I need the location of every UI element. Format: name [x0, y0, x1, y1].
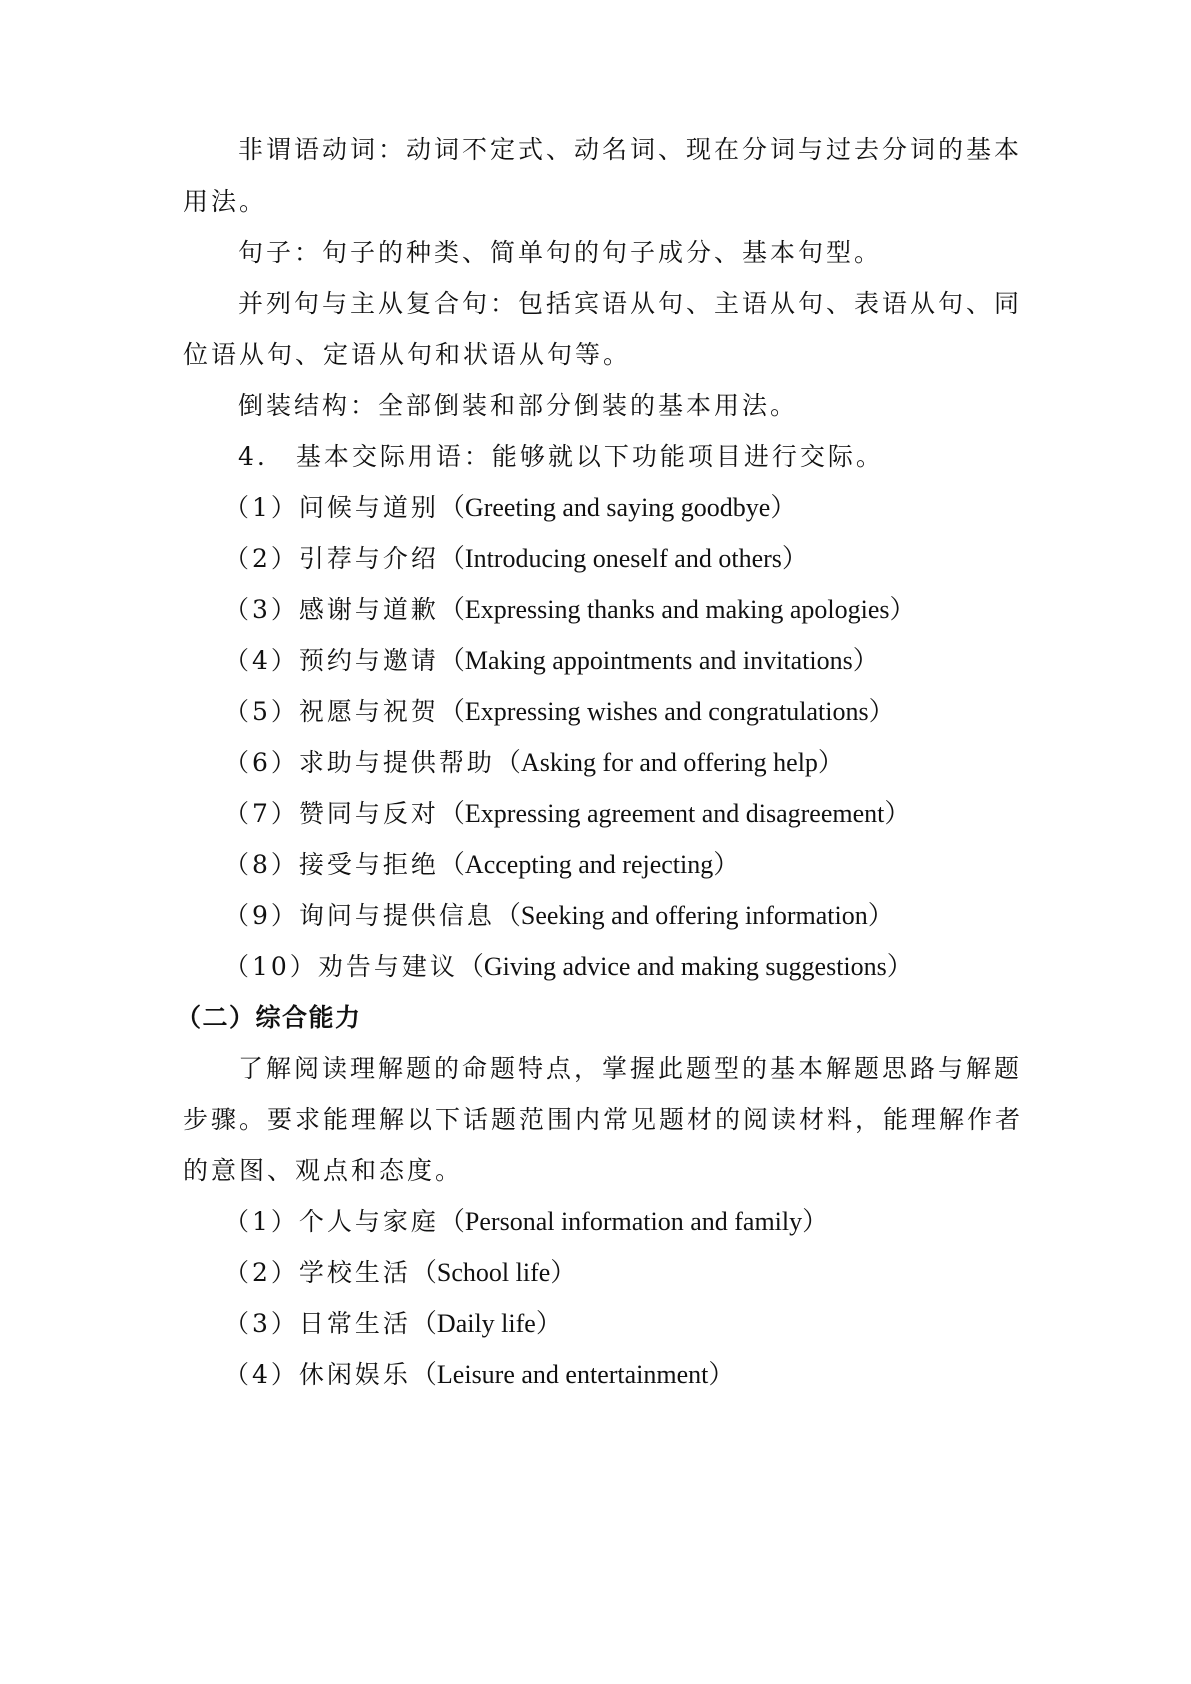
paragraph-reading-comprehension-line2: 步骤。要求能理解以下话题范围内常见题材的阅读材料，能理解作者	[183, 1105, 1024, 1134]
paragraph-nonfinite-verbs-line2: 用法。	[183, 187, 268, 216]
paragraph-nonfinite-verbs-line1: 非谓语动词：动词不定式、动名词、现在分词与过去分词的基本	[238, 135, 1023, 164]
paragraph-inversion: 倒装结构：全部倒装和部分倒装的基本用法。	[238, 391, 799, 420]
list-item: （10）劝告与建议（Giving advice and making suggestions）	[224, 952, 913, 981]
paragraph-reading-comprehension-line1: 了解阅读理解题的命题特点，掌握此题型的基本解题思路与解题	[238, 1054, 1023, 1083]
list-item: （3）日常生活（Daily life）	[224, 1309, 562, 1338]
paragraph-reading-comprehension-line3: 的意图、观点和态度。	[183, 1156, 464, 1185]
list-item: （8）接受与拒绝（Accepting and rejecting）	[224, 850, 740, 879]
list-item: （2）引荐与介绍（Introducing oneself and others）	[224, 544, 808, 573]
list-item: （7）赞同与反对（Expressing agreement and disagreement）	[224, 799, 911, 828]
list-item: （5）祝愿与祝贺（Expressing wishes and congratulations）	[224, 697, 895, 726]
list-item: （4）休闲娱乐（Leisure and entertainment）	[224, 1360, 735, 1389]
list-item: （9）询问与提供信息（Seeking and offering information）	[224, 901, 894, 930]
section-heading-comprehensive-ability: （二）综合能力	[176, 1003, 362, 1032]
paragraph-compound-sentences-line2: 位语从句、定语从句和状语从句等。	[183, 340, 632, 369]
list-item: （3）感谢与道歉（Expressing thanks and making apologies）	[224, 595, 916, 624]
list-item: （2）学校生活（School life）	[224, 1258, 577, 1287]
list-item: （4）预约与邀请（Making appointments and invitations）	[224, 646, 879, 675]
list-item: （1）问候与道别（Greeting and saying goodbye）	[224, 493, 797, 522]
paragraph-sentences: 句子：句子的种类、简单句的句子成分、基本句型。	[238, 238, 883, 267]
paragraph-communication-heading: 4. 基本交际用语：能够就以下功能项目进行交际。	[238, 442, 884, 471]
list-item: （6）求助与提供帮助（Asking for and offering help）	[224, 748, 844, 777]
list-item: （1）个人与家庭（Personal information and family）	[224, 1207, 829, 1236]
paragraph-compound-sentences-line1: 并列句与主从复合句：包括宾语从句、主语从句、表语从句、同	[238, 289, 1023, 318]
